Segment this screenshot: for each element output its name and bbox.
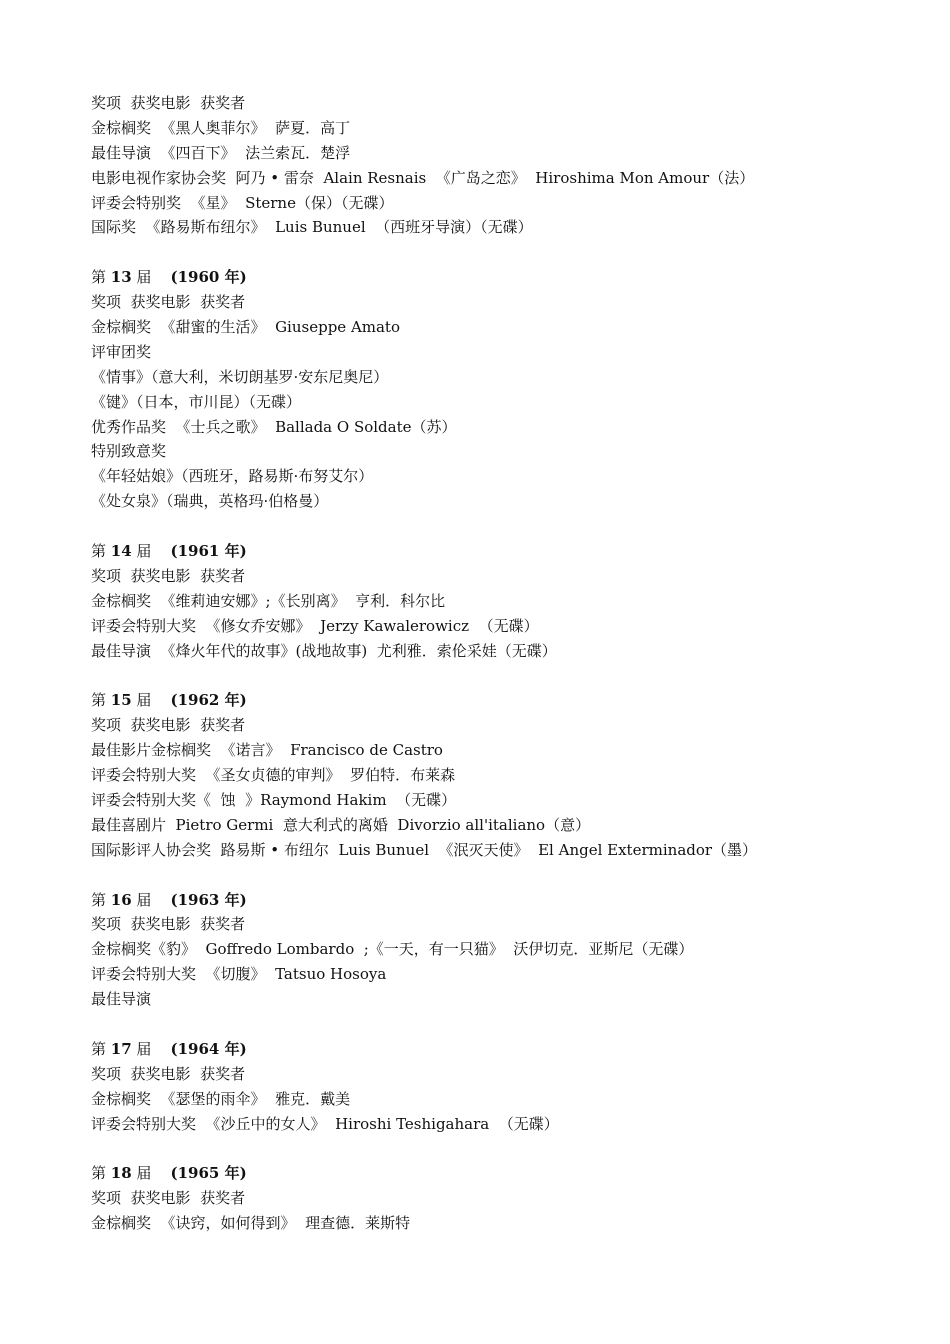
text-line: 国际奖 《路易斯布纽尔》 Luis Bunuel （西班牙导演）（无碟） <box>91 218 533 237</box>
text-line: 奖项 获奖电影 获奖者 <box>91 1189 246 1208</box>
heading-num: 17 <box>110 1039 132 1058</box>
heading-num: 18 <box>110 1164 132 1183</box>
text-line: 最佳导演 《四百下》 法兰索瓦．楚浮 <box>91 143 351 162</box>
edition-heading <box>91 688 911 713</box>
edition-heading <box>91 888 911 913</box>
text-line: 评审团奖 <box>91 342 152 361</box>
heading-year: (1962 <box>170 691 220 710</box>
edition-heading <box>91 1037 911 1062</box>
heading-pre: 第 <box>91 890 111 909</box>
edition-heading <box>91 539 911 564</box>
heading-pre: 第 <box>91 1039 111 1058</box>
heading-year: (1965 <box>170 1164 220 1183</box>
text-line: 特别致意奖 <box>91 442 167 461</box>
heading-year: (1961 <box>170 542 220 561</box>
text-line: 评委会特别大奖 《切腹》 Tatsuo Hosoya <box>91 965 387 984</box>
text-line: 《年轻姑娘》（西班牙，路易斯·布努艾尔） <box>91 467 374 486</box>
heading-post: 年) <box>219 1164 247 1183</box>
text-line: 《情事》（意大利，米切朗基罗·安东尼奥尼） <box>91 367 389 386</box>
text-line: 奖项 获奖电影 获奖者 <box>91 915 246 934</box>
text-line: 奖项 获奖电影 获奖者 <box>91 566 246 585</box>
heading-pre: 第 <box>91 542 111 561</box>
text-line: 奖项 获奖电影 获奖者 <box>91 94 246 112</box>
text-line: 金棕榈奖 《诀窍，如何得到》 理查德．莱斯特 <box>91 1214 411 1233</box>
heading-mid: 届 <box>131 268 171 287</box>
text-line: 金棕榈奖 《维莉迪安娜》;《长别离》 亨利．科尔比 <box>91 591 446 610</box>
text-line: 最佳喜剧片 Pietro Germi 意大利式的离婚 Divorzio all'italiano（意） <box>91 815 591 834</box>
heading-num: 16 <box>110 890 132 909</box>
heading-mid: 届 <box>131 890 171 909</box>
heading-post: 年) <box>219 542 247 561</box>
heading-pre: 第 <box>91 1164 111 1183</box>
document-body <box>91 91 911 1236</box>
text-line: 评委会特别大奖《 蚀 》Raymond Hakim （无碟） <box>91 790 457 809</box>
text-line: 《键》（日本，市川昆）（无碟） <box>91 392 302 411</box>
paragraph-spacer <box>91 863 911 888</box>
text-line: 评委会特别大奖 《沙丘中的女人》 Hiroshi Teshigahara （无碟） <box>91 1114 559 1133</box>
paragraph-spacer <box>91 1012 911 1037</box>
text-line: 奖项 获奖电影 获奖者 <box>91 1064 246 1083</box>
text-line: 奖项 获奖电影 获奖者 <box>91 716 246 735</box>
heading-num: 13 <box>110 268 132 287</box>
heading-post: 年) <box>219 691 247 710</box>
heading-mid: 届 <box>131 691 171 710</box>
paragraph-spacer <box>91 1136 911 1161</box>
heading-year: (1960 <box>170 268 220 287</box>
paragraph-spacer <box>91 514 911 539</box>
text-line: 优秀作品奖 《士兵之歌》 Ballada O Soldate（苏） <box>91 417 457 436</box>
heading-pre: 第 <box>91 691 111 710</box>
text-line: 国际影评人协会奖 路易斯 • 布纽尔 Luis Bunuel 《泯灭天使》 El Angel Exterminador（墨） <box>91 840 758 859</box>
heading-num: 15 <box>110 691 132 710</box>
text-line: 最佳影片金棕榈奖 《诺言》 Francisco de Castro <box>91 741 443 760</box>
edition-heading <box>91 265 911 290</box>
text-line: 金棕榈奖《豹》 Goffredo Lombardo ;《一天，有一只猫》 沃伊切克．亚斯尼（无碟） <box>91 940 694 959</box>
text-line: 金棕榈奖 《瑟堡的雨伞》 雅克．戴美 <box>91 1089 351 1108</box>
heading-pre: 第 <box>91 268 111 287</box>
heading-post: 年) <box>219 1039 247 1058</box>
heading-mid: 届 <box>131 542 171 561</box>
text-line: 评委会特别大奖 《圣女贞德的审判》 罗伯特．布莱森 <box>91 766 456 785</box>
heading-post: 年) <box>219 890 247 909</box>
text-line: 评委会特别大奖 《修女乔安娜》 Jerzy Kawalerowicz （无碟） <box>91 616 539 635</box>
text-line: 金棕榈奖 《甜蜜的生活》 Giuseppe Amato <box>91 318 400 337</box>
heading-num: 14 <box>110 542 132 561</box>
heading-year: (1964 <box>170 1039 220 1058</box>
heading-post: 年) <box>219 268 247 287</box>
text-line: 评委会特别奖 《星》 Sterne（保）（无碟） <box>91 193 394 212</box>
heading-mid: 届 <box>131 1164 171 1183</box>
paragraph-spacer <box>91 240 911 265</box>
heading-year: (1963 <box>170 890 220 909</box>
paragraph-spacer <box>91 663 911 688</box>
text-line: 《处女泉》（瑞典，英格玛·伯格曼） <box>91 492 329 511</box>
text-line: 奖项 获奖电影 获奖者 <box>91 293 246 312</box>
text-line: 金棕榈奖 《黑人奥菲尔》 萨夏．高丁 <box>91 118 351 137</box>
heading-mid: 届 <box>131 1039 171 1058</box>
text-line: 电影电视作家协会奖 阿乃 • 雷奈 Alain Resnais 《广岛之恋》 Hiroshima Mon Amour（法） <box>91 168 755 187</box>
text-line: 最佳导演 《烽火年代的故事》(战地故事) 尤利雅．索伦采娃（无碟） <box>91 641 557 660</box>
edition-heading <box>91 1161 911 1186</box>
text-line: 最佳导演 <box>91 990 152 1009</box>
